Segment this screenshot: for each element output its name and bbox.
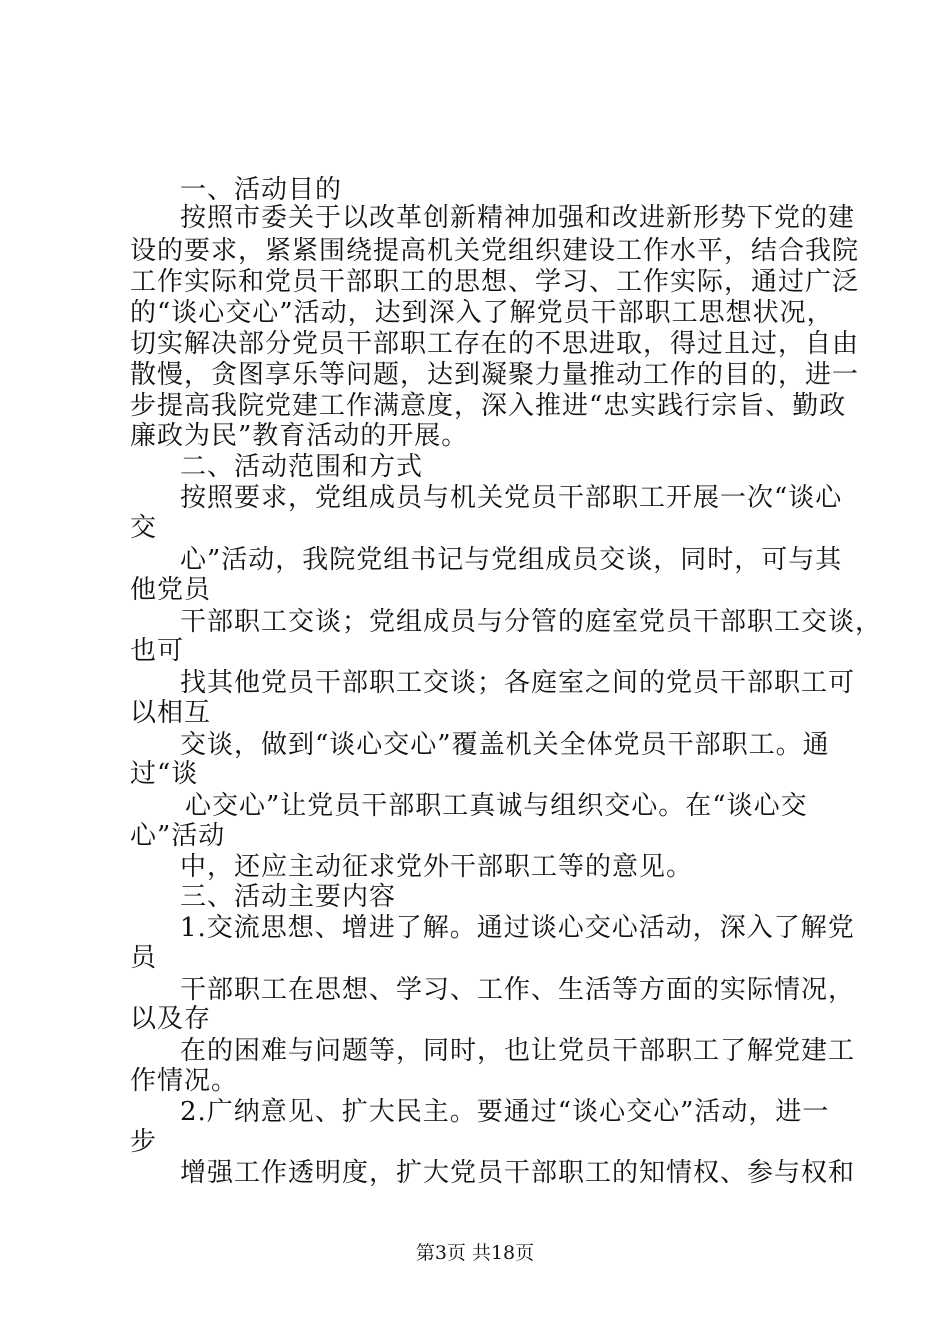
- text-line: 增强工作透明度，扩大党员干部职工的知情权、参与权和: [180, 1158, 856, 1188]
- text-line: 交: [130, 513, 158, 543]
- text-line: 廉政为民”教育活动的开展。: [130, 421, 469, 451]
- text-line: 交谈，做到“谈心交心”覆盖机关全体党员干部职工。通: [180, 730, 830, 760]
- text-line: 心”活动，我院党组书记与党组成员交谈，同时，可与其: [180, 545, 843, 575]
- section-heading: 一、活动目的: [180, 175, 343, 205]
- text-line: 过“谈: [130, 759, 199, 789]
- text-line: 在的困难与问题等，同时，也让党员干部职工了解党建工: [180, 1036, 856, 1066]
- section-heading: 二、活动范围和方式: [180, 452, 424, 482]
- text-line: 员: [130, 943, 158, 973]
- text-line: 干部职工交谈；党组成员与分管的庭室党员干部职工交谈，: [180, 607, 883, 637]
- text-line: 心交心”让党员干部职工真诚与组织交心。在“谈心交: [185, 791, 808, 821]
- text-line: 设的要求，紧紧围绕提高机关党组织建设工作水平，结合我院: [130, 236, 860, 266]
- text-line: 干部职工在思想、学习、工作、生活等方面的实际情况，: [180, 975, 856, 1005]
- text-line: 也可: [130, 636, 185, 666]
- text-line: 工作实际和党员干部职工的思想、学习、工作实际，通过广泛: [130, 267, 860, 297]
- section-heading: 三、活动主要内容: [180, 882, 397, 912]
- text-line: 中，还应主动征求党外干部职工等的意见。: [180, 852, 694, 882]
- text-line: 切实解决部分党员干部职工存在的不思进取，得过且过，自由: [130, 329, 860, 359]
- text-line: 按照市委关于以改革创新精神加强和改进新形势下党的建: [180, 203, 856, 233]
- text-line: 心”活动: [130, 821, 226, 851]
- text-line: 找其他党员干部职工交谈；各庭室之间的党员干部职工可: [180, 668, 856, 698]
- text-line: 2.广纳意见、扩大民主。要通过“谈心交心”活动，进一: [180, 1097, 830, 1127]
- text-line: 步提高我院党建工作满意度，深入推进“忠实践行宗旨、勤政: [130, 391, 847, 421]
- text-line: 作情况。: [130, 1066, 239, 1096]
- text-line: 以及存: [130, 1004, 212, 1034]
- page-number-footer: 第3页 共18页: [415, 1242, 535, 1264]
- text-line: 的“谈心交心”活动，达到深入了解党员干部职工思想状况，: [130, 298, 834, 328]
- text-line: 按照要求，党组成员与机关党员干部职工开展一次“谈心: [180, 483, 843, 513]
- text-line: 以相互: [130, 698, 212, 728]
- text-line: 散慢，贪图享乐等问题，达到凝聚力量推动工作的目的，进一: [130, 360, 860, 390]
- text-line: 1.交流思想、增进了解。通过谈心交心活动，深入了解党: [180, 913, 855, 943]
- text-line: 步: [130, 1127, 158, 1157]
- text-line: 他党员: [130, 575, 212, 605]
